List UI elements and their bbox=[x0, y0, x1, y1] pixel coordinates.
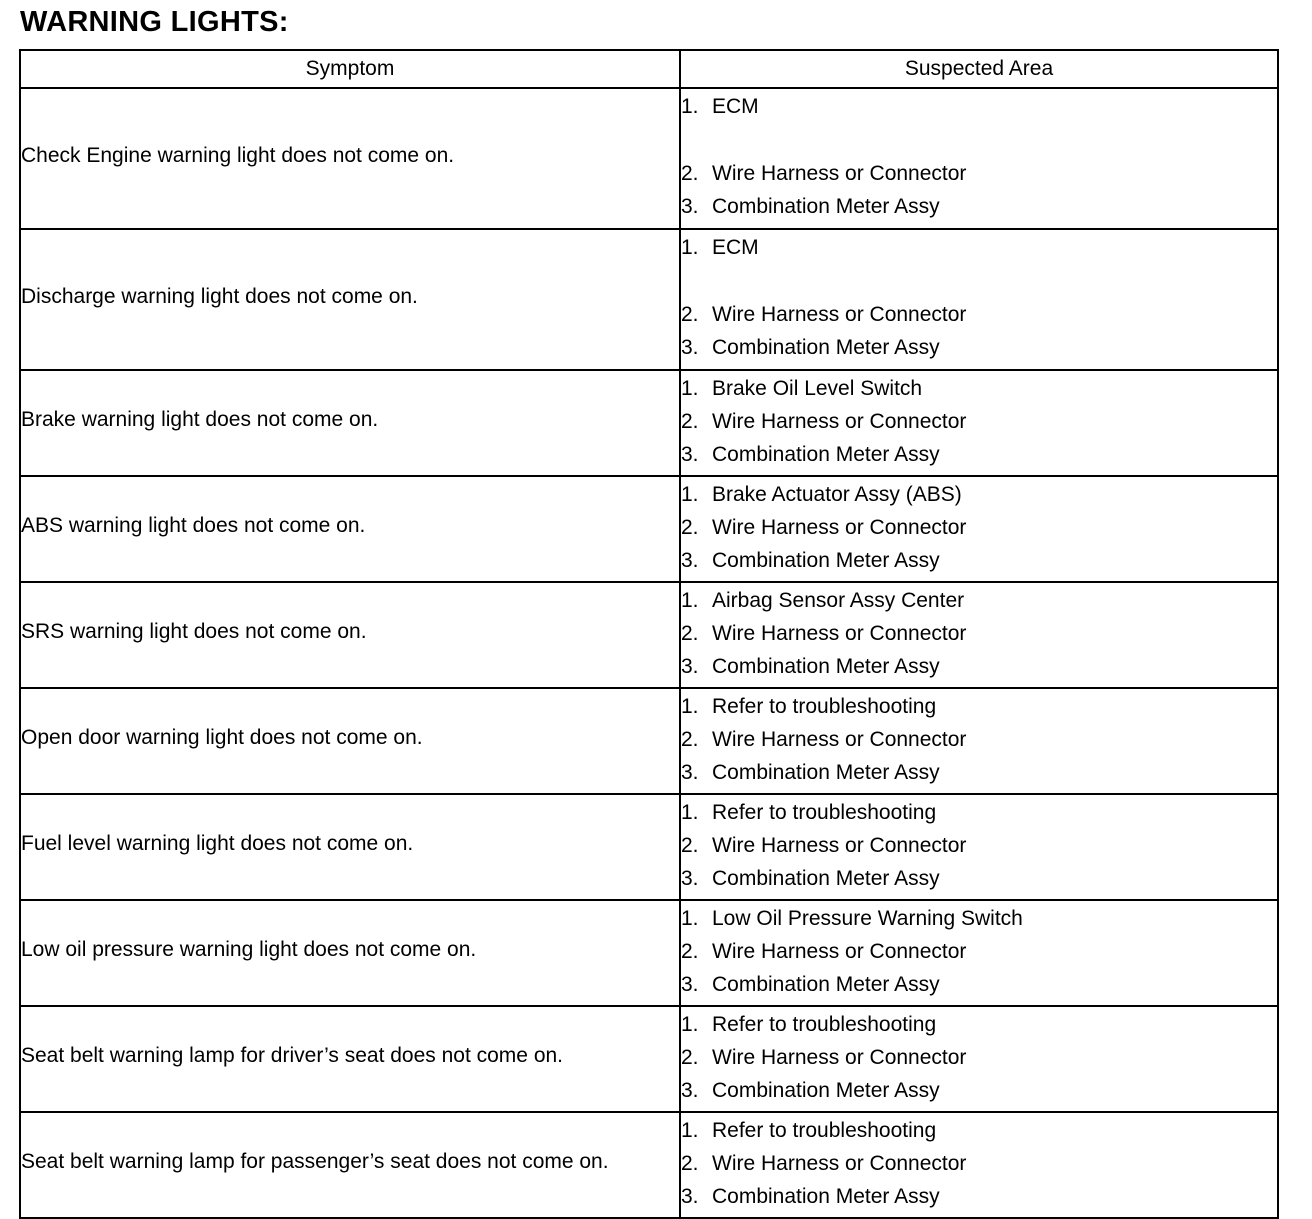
table-row bbox=[20, 582, 1278, 688]
table-row bbox=[20, 900, 1278, 1006]
item-number: 1. bbox=[681, 801, 699, 824]
symptom-cell bbox=[20, 370, 680, 476]
suspected-area-cell bbox=[680, 582, 1278, 688]
item-text: Airbag Sensor Assy Center bbox=[712, 589, 965, 612]
symptom-cell bbox=[20, 900, 680, 1006]
item-text: Combination Meter Assy bbox=[712, 1185, 940, 1208]
column-header-suspected-area: Suspected Area bbox=[680, 50, 1278, 88]
item-text: ECM bbox=[712, 236, 759, 259]
item-text: Combination Meter Assy bbox=[712, 655, 940, 678]
item-number: 3. bbox=[681, 973, 699, 996]
table-row bbox=[20, 88, 1278, 229]
list-item bbox=[681, 301, 1277, 334]
table-row bbox=[20, 370, 1278, 476]
symptom-text: Brake warning light does not come on. bbox=[21, 408, 379, 431]
symptom-cell bbox=[20, 476, 680, 582]
symptom-cell bbox=[20, 1006, 680, 1112]
suspected-area-cell bbox=[680, 370, 1278, 476]
list-item bbox=[681, 514, 1277, 547]
list-item bbox=[681, 620, 1277, 653]
list-item bbox=[681, 693, 1277, 726]
suspected-area-cell bbox=[680, 476, 1278, 582]
item-text: Wire Harness or Connector bbox=[712, 1152, 967, 1175]
symptom-cell bbox=[20, 794, 680, 900]
list-item bbox=[681, 481, 1277, 514]
suspected-area-list bbox=[681, 1117, 1277, 1216]
item-number: 1. bbox=[681, 1119, 699, 1142]
item-number: 2. bbox=[681, 622, 699, 645]
suspected-area-cell bbox=[680, 88, 1278, 229]
item-number: 2. bbox=[681, 1152, 699, 1175]
item-number: 1. bbox=[681, 377, 699, 400]
item-text: Combination Meter Assy bbox=[712, 1079, 940, 1102]
list-item bbox=[681, 1183, 1277, 1216]
list-item bbox=[681, 193, 1277, 226]
symptom-text: ABS warning light does not come on. bbox=[21, 514, 366, 537]
suspected-area-cell bbox=[680, 1006, 1278, 1112]
symptom-cell bbox=[20, 582, 680, 688]
symptom-text: Open door warning light does not come on. bbox=[21, 726, 423, 749]
suspected-area-list bbox=[681, 93, 1277, 226]
item-number: 1. bbox=[681, 695, 699, 718]
page-title: WARNING LIGHTS: bbox=[20, 6, 289, 38]
item-text: Refer to troubleshooting bbox=[712, 801, 937, 824]
item-number: 1. bbox=[681, 1013, 699, 1036]
table-row bbox=[20, 476, 1278, 582]
item-text: Refer to troubleshooting bbox=[712, 1119, 937, 1142]
symptom-text: Check Engine warning light does not come on. bbox=[21, 143, 455, 167]
suspected-area-cell bbox=[680, 1112, 1278, 1218]
item-number: 2. bbox=[681, 940, 699, 963]
suspected-area-list bbox=[681, 693, 1277, 792]
symptom-text: Fuel level warning light does not come on. bbox=[21, 832, 414, 855]
list-item bbox=[681, 905, 1277, 938]
item-text: Wire Harness or Connector bbox=[712, 622, 967, 645]
item-text: Combination Meter Assy bbox=[712, 867, 940, 890]
item-number: 3. bbox=[681, 761, 699, 784]
item-text: Combination Meter Assy bbox=[712, 336, 940, 359]
item-text: Wire Harness or Connector bbox=[712, 162, 967, 185]
item-number: 2. bbox=[681, 162, 699, 185]
list-item bbox=[681, 375, 1277, 408]
item-text: ECM bbox=[712, 95, 759, 118]
list-item bbox=[681, 408, 1277, 441]
list-item bbox=[681, 1077, 1277, 1110]
item-number: 2. bbox=[681, 303, 699, 326]
symptom-text: Seat belt warning lamp for passenger’s seat does not come on. bbox=[21, 1150, 609, 1173]
symptom-text: Seat belt warning lamp for driver’s seat does not come on. bbox=[21, 1044, 564, 1067]
table-header-row bbox=[20, 50, 1278, 88]
item-number: 3. bbox=[681, 867, 699, 890]
item-number: 2. bbox=[681, 1046, 699, 1069]
symptom-text: SRS warning light does not come on. bbox=[21, 620, 367, 643]
item-number: 2. bbox=[681, 410, 699, 433]
symptom-cell bbox=[20, 1112, 680, 1218]
item-text: Wire Harness or Connector bbox=[712, 728, 967, 751]
item-number: 3. bbox=[681, 1079, 699, 1102]
column-header-symptom: Symptom bbox=[20, 50, 680, 88]
item-number: 2. bbox=[681, 728, 699, 751]
suspected-area-list bbox=[681, 799, 1277, 898]
item-text: Low Oil Pressure Warning Switch bbox=[712, 907, 1023, 930]
list-item bbox=[681, 971, 1277, 1004]
item-number: 3. bbox=[681, 1185, 699, 1208]
list-item bbox=[681, 865, 1277, 898]
list-item bbox=[681, 653, 1277, 686]
suspected-area-cell bbox=[680, 900, 1278, 1006]
suspected-area-cell bbox=[680, 794, 1278, 900]
table-row bbox=[20, 229, 1278, 370]
item-number: 2. bbox=[681, 834, 699, 857]
list-item bbox=[681, 160, 1277, 193]
item-number: 1. bbox=[681, 95, 699, 118]
symptom-cell bbox=[20, 88, 680, 229]
suspected-area-cell bbox=[680, 229, 1278, 370]
item-text: Wire Harness or Connector bbox=[712, 303, 967, 326]
suspected-area-list bbox=[681, 234, 1277, 367]
list-item bbox=[681, 1150, 1277, 1183]
item-text: Brake Actuator Assy (ABS) bbox=[712, 483, 962, 506]
item-text: Wire Harness or Connector bbox=[712, 834, 967, 857]
table-row bbox=[20, 688, 1278, 794]
item-text: Combination Meter Assy bbox=[712, 973, 940, 996]
item-text: Wire Harness or Connector bbox=[712, 1046, 967, 1069]
list-item bbox=[681, 1011, 1277, 1044]
item-number: 1. bbox=[681, 483, 699, 506]
list-item bbox=[681, 587, 1277, 620]
item-text: Combination Meter Assy bbox=[712, 549, 940, 572]
item-number: 3. bbox=[681, 336, 699, 359]
item-number: 1. bbox=[681, 907, 699, 930]
suspected-area-list bbox=[681, 905, 1277, 1004]
symptom-cell bbox=[20, 688, 680, 794]
item-text: Combination Meter Assy bbox=[712, 195, 940, 218]
list-item bbox=[681, 726, 1277, 759]
item-text: Refer to troubleshooting bbox=[712, 695, 937, 718]
list-item bbox=[681, 1117, 1277, 1150]
table-row bbox=[20, 1112, 1278, 1218]
table-row bbox=[20, 794, 1278, 900]
symptom-text: Low oil pressure warning light does not come on. bbox=[21, 938, 477, 961]
item-number: 1. bbox=[681, 589, 699, 612]
item-text: Wire Harness or Connector bbox=[712, 516, 967, 539]
list-item bbox=[681, 547, 1277, 580]
suspected-area-list bbox=[681, 587, 1277, 686]
suspected-area-list bbox=[681, 1011, 1277, 1110]
warning-lights-table bbox=[19, 49, 1279, 1219]
item-text: Brake Oil Level Switch bbox=[712, 377, 923, 400]
list-item bbox=[681, 93, 1277, 160]
suspected-area-cell bbox=[680, 688, 1278, 794]
item-number: 3. bbox=[681, 549, 699, 572]
item-number: 3. bbox=[681, 195, 699, 218]
list-item bbox=[681, 938, 1277, 971]
item-number: 2. bbox=[681, 516, 699, 539]
symptom-cell bbox=[20, 229, 680, 370]
item-text: Combination Meter Assy bbox=[712, 761, 940, 784]
list-item bbox=[681, 832, 1277, 865]
list-item bbox=[681, 441, 1277, 474]
table-row bbox=[20, 1006, 1278, 1112]
item-number: 3. bbox=[681, 443, 699, 466]
list-item bbox=[681, 759, 1277, 792]
symptom-text: Discharge warning light does not come on. bbox=[21, 284, 418, 308]
item-number: 1. bbox=[681, 236, 699, 259]
item-text: Combination Meter Assy bbox=[712, 443, 940, 466]
suspected-area-list bbox=[681, 481, 1277, 580]
list-item bbox=[681, 1044, 1277, 1077]
item-text: Wire Harness or Connector bbox=[712, 410, 967, 433]
item-number: 3. bbox=[681, 655, 699, 678]
list-item bbox=[681, 234, 1277, 301]
item-text: Wire Harness or Connector bbox=[712, 940, 967, 963]
list-item bbox=[681, 334, 1277, 367]
item-text: Refer to troubleshooting bbox=[712, 1013, 937, 1036]
suspected-area-list bbox=[681, 375, 1277, 474]
list-item bbox=[681, 799, 1277, 832]
